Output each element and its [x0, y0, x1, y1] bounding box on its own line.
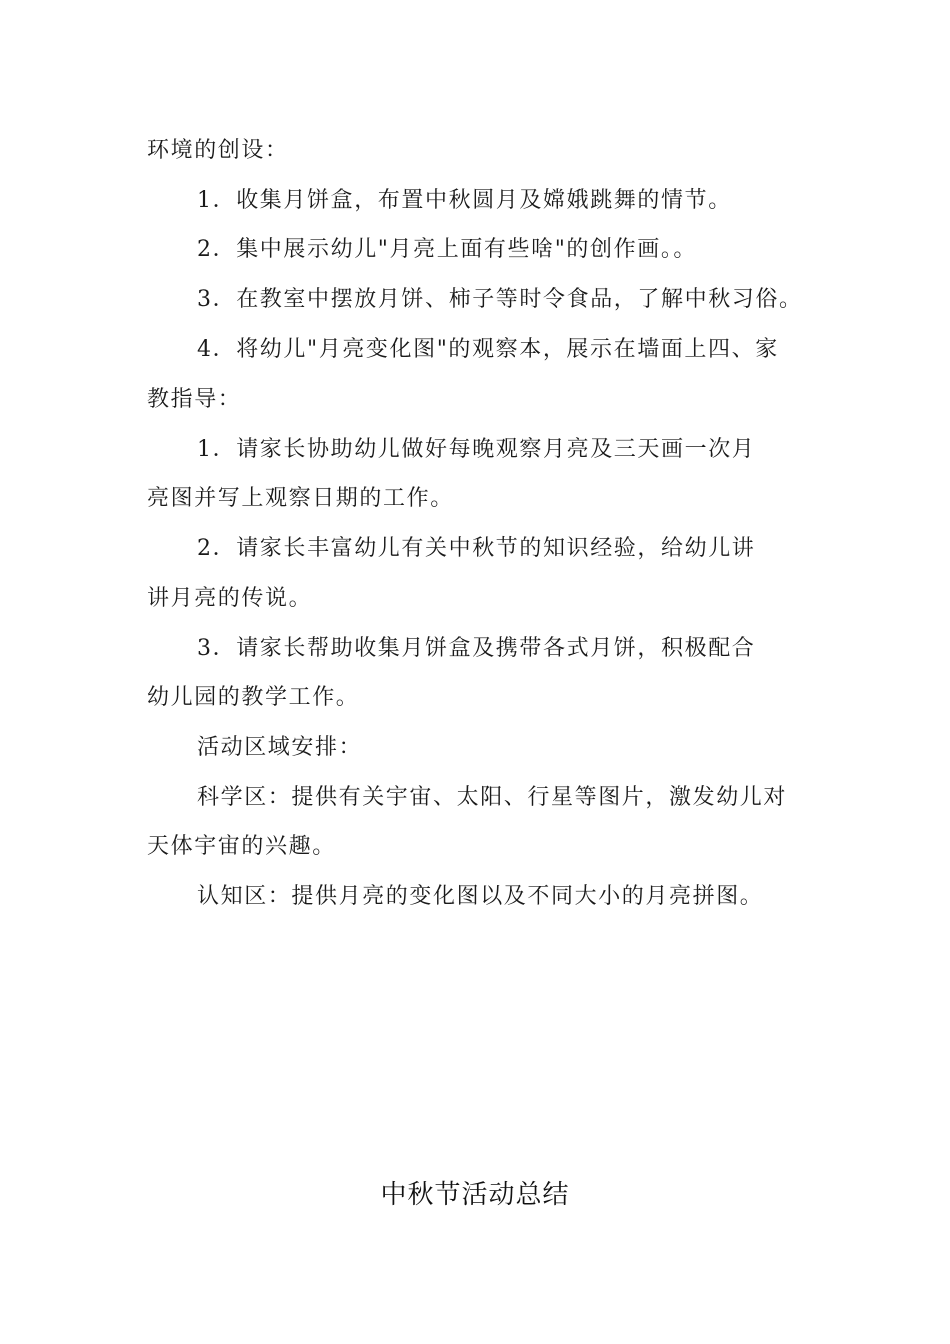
- paragraph-line: 讲月亮的传说。: [147, 586, 313, 611]
- paragraph-line: 认知区：提供月亮的变化图以及不同大小的月亮拼图。: [197, 884, 764, 909]
- paragraph-line: 天体宇宙的兴趣。: [147, 834, 336, 859]
- paragraph-line: 3．请家长帮助收集月饼盒及携带各式月饼，积极配合: [197, 636, 756, 661]
- document-title: 中秋节活动总结: [380, 1180, 570, 1210]
- paragraph-line: 3．在教室中摆放月饼、柿子等时令食品，了解中秋习俗。: [197, 287, 803, 312]
- paragraph-line: 科学区：提供有关宇宙、太阳、行星等图片，激发幼儿对: [197, 785, 788, 810]
- paragraph-line: 2．集中展示幼儿"月亮上面有些啥"的创作画。。: [197, 237, 698, 262]
- paragraph-line: 亮图并写上观察日期的工作。: [147, 486, 454, 511]
- paragraph-line: 教指导：: [147, 387, 242, 412]
- paragraph-line: 环境的创设：: [147, 138, 289, 163]
- paragraph-line: 2．请家长丰富幼儿有关中秋节的知识经验，给幼儿讲: [197, 536, 756, 561]
- paragraph-line: 活动区域安排：: [197, 735, 363, 760]
- paragraph-line: 1．收集月饼盒，布置中秋圆月及嫦娥跳舞的情节。: [197, 188, 732, 213]
- paragraph-line: 1．请家长协助幼儿做好每晚观察月亮及三天画一次月: [197, 437, 756, 462]
- paragraph-line: 幼儿园的教学工作。: [147, 685, 360, 710]
- paragraph-line: 4．将幼儿"月亮变化图"的观察本，展示在墙面上四、家: [197, 337, 779, 362]
